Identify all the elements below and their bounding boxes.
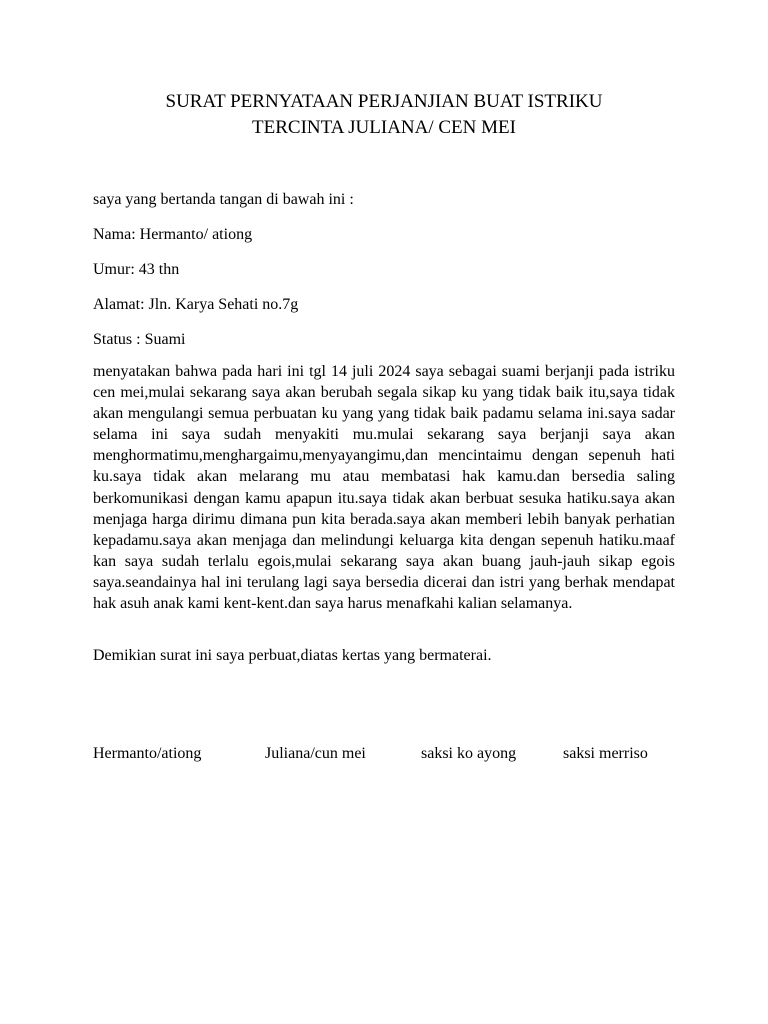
field-alamat: Alamat: Jln. Karya Sehati no.7g <box>93 296 299 313</box>
statement-paragraph: menyatakan bahwa pada hari ini tgl 14 juli 2024 saya sebagai suami berjanji pada istriku cen mei,mulai sekarang saya akan berubah segala sikap ku yang tidak baik itu,saya tidak akan mengulangi semua perbuatan ku yang yang tidak baik padamu selama ini.saya sadar selama ini saya sudah menyakiti mu.mulai sekarang saya berjanji saya akan menghormatimu,menghargaimu,menyayangimu,dan mencintaimu dengan sepenuh hati ku.saya tidak akan melarang mu atau membatasi hak kamu.dan bersedia saling berkomunikasi dengan kamu apapun itu.saya tidak akan berbuat sesuka hatiku.saya akan menjaga harga dirimu dimana pun kita berada.saya akan memberi lebih banyak perhatian kepadamu.saya akan menjaga dan melindungi keluarga kita dengan sepenuh hatiku.maaf kan saya sudah terlalu egois,mulai sekarang saya akan buang jauh-jauh sikap egois saya.seandainya hal ini terulang lagi saya bersedia dicerai dan istri yang berhak mendapat hak asuh anak kami kent-kent.dan saya harus menafkahi kalian selamanya. <box>93 363 675 613</box>
intro-text: saya yang bertanda tangan di bawah ini : <box>93 191 354 208</box>
field-nama: Nama: Hermanto/ ationg <box>93 226 253 243</box>
field-status: Status : Suami <box>93 331 186 348</box>
signature-wife: Juliana/cun mei <box>265 745 366 762</box>
title-line-1: SURAT PERNYATAAN PERJANJIAN BUAT ISTRIKU <box>165 91 603 112</box>
signature-witness-2: saksi merriso <box>563 745 648 762</box>
signature-husband: Hermanto/ationg <box>93 745 202 762</box>
closing-text: Demikian surat ini saya perbuat,diatas kertas yang bermaterai. <box>93 647 492 664</box>
title-line-2: TERCINTA JULIANA/ CEN MEI <box>252 117 516 138</box>
document-title <box>93 89 675 141</box>
signature-witness-1: saksi ko ayong <box>421 745 517 762</box>
field-umur: Umur: 43 thn <box>93 261 180 278</box>
